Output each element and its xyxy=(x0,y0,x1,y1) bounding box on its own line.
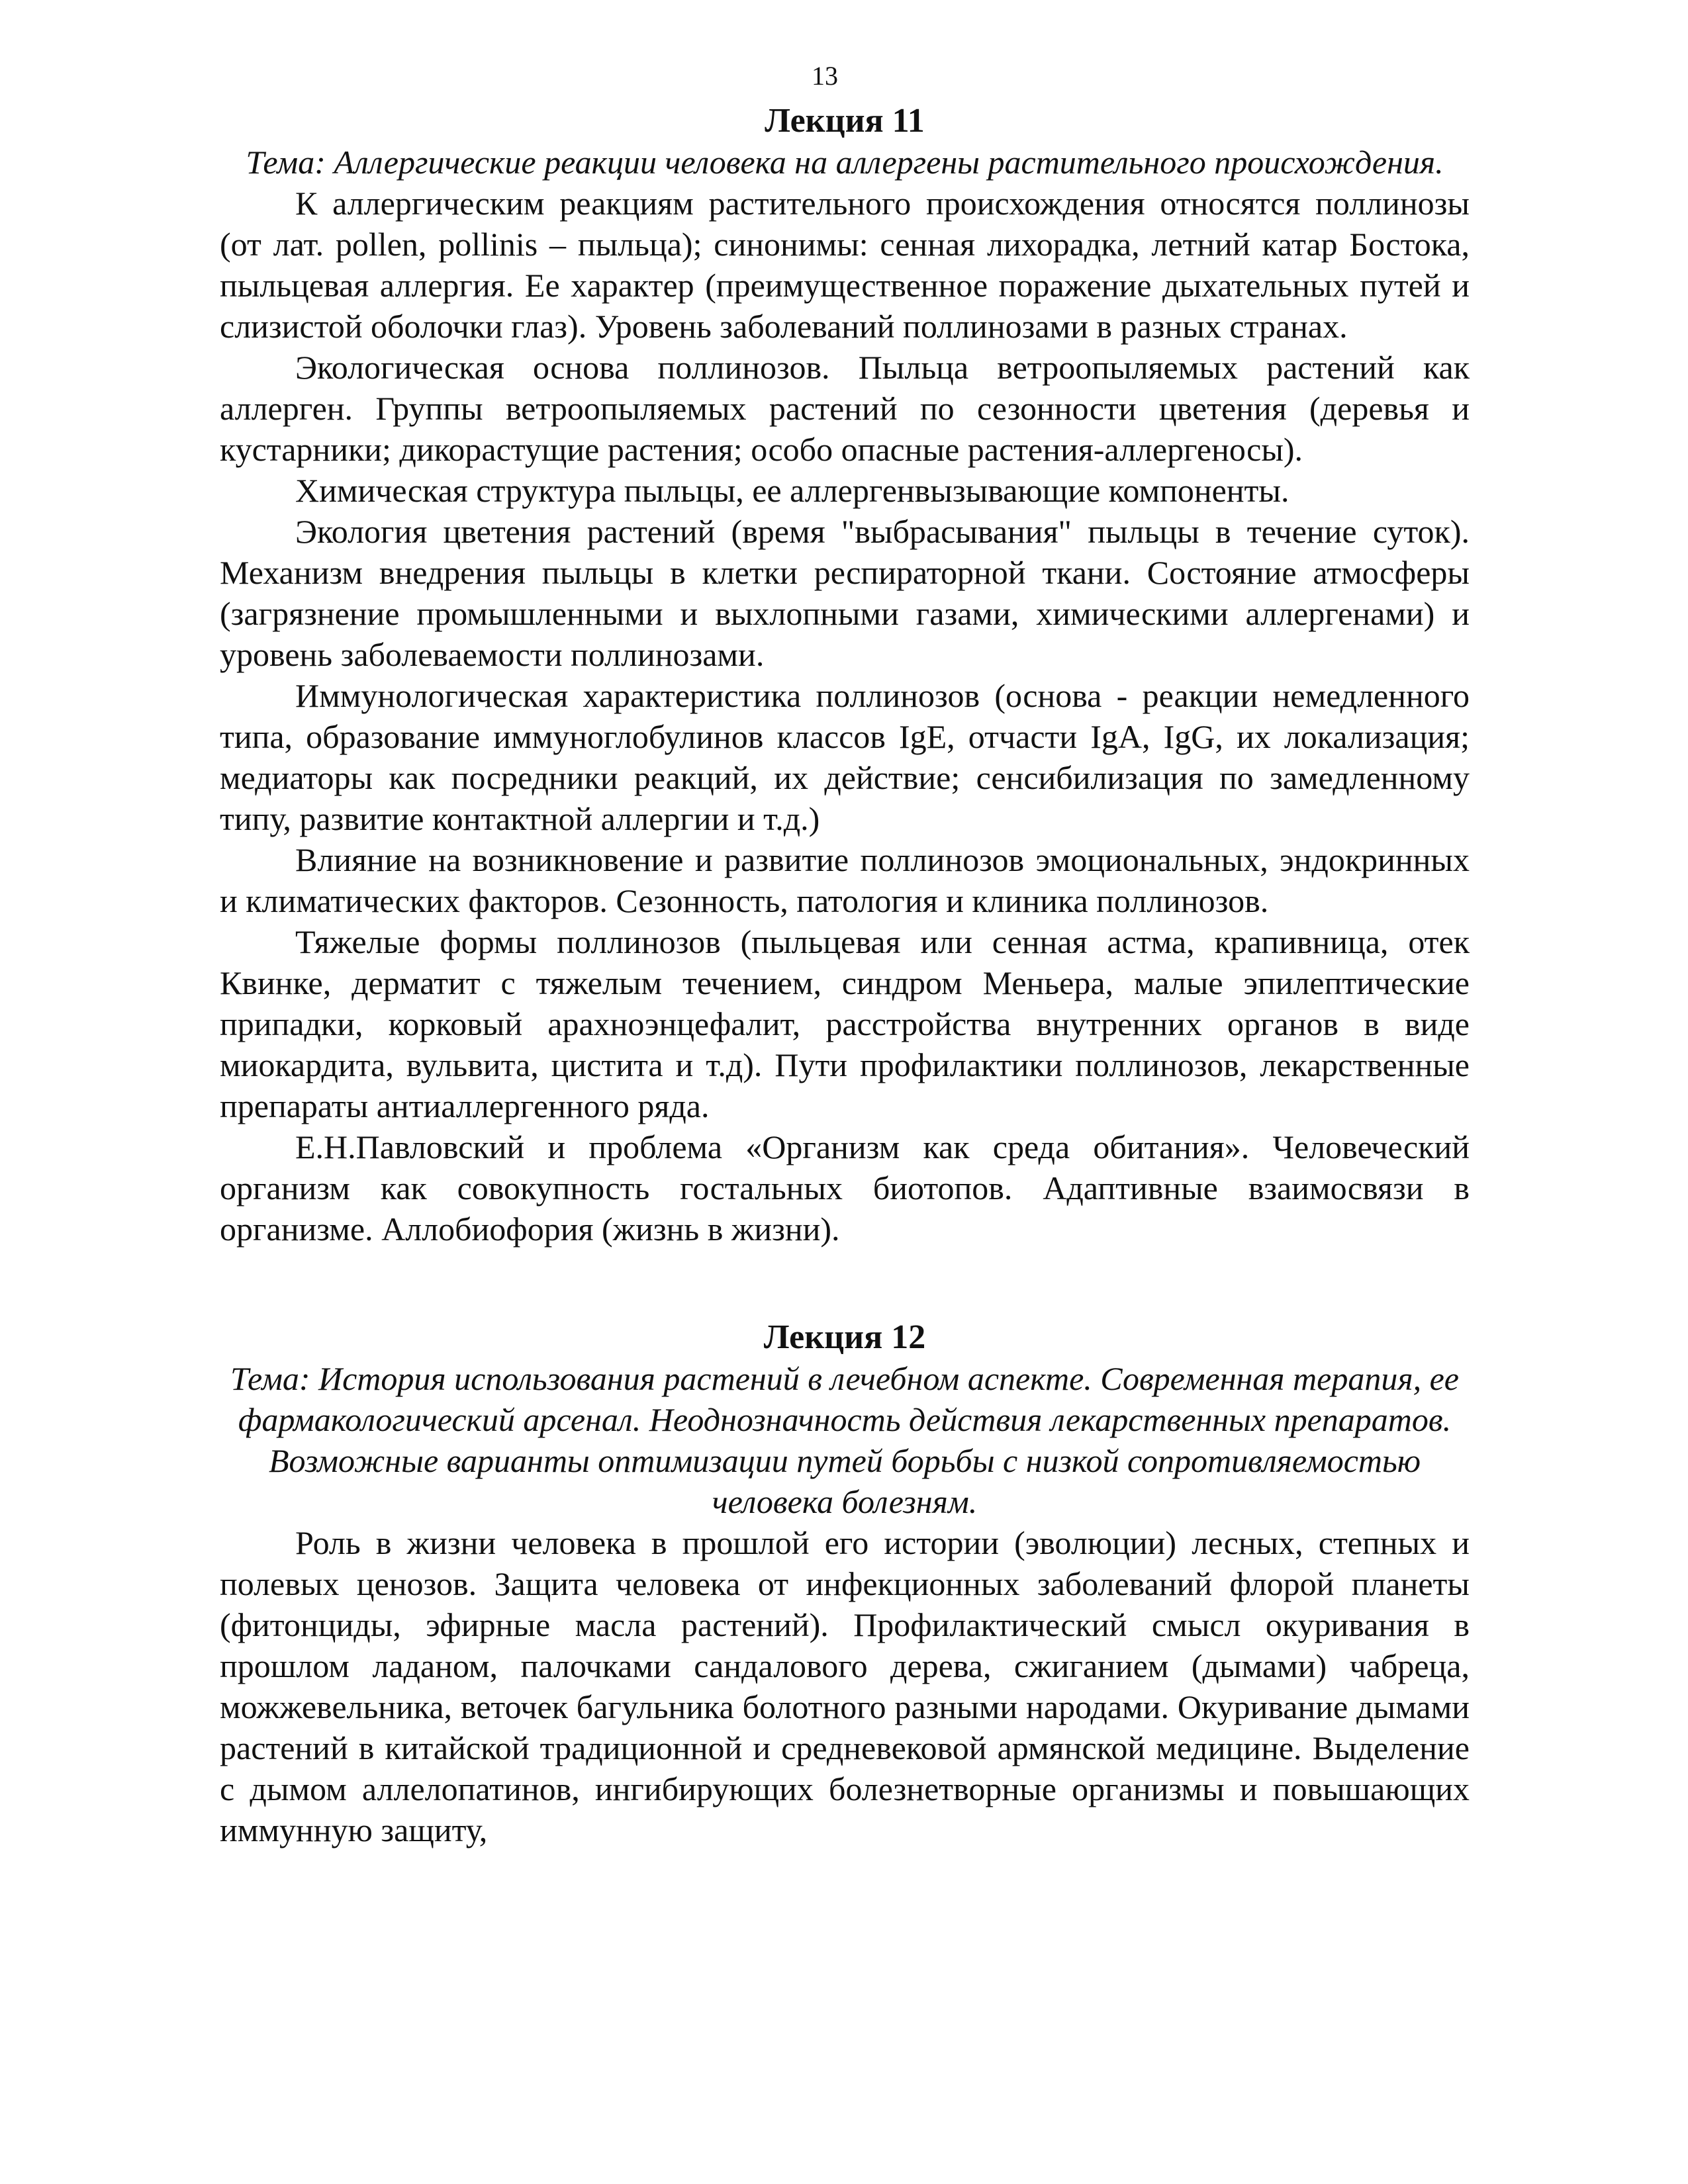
lecture-11-paragraph: Е.Н.Павловский и проблема «Организм как среда обитания». Человеческий организм как совокупность гостальных биотопов. Адаптивные взаимосвязи в организме. Аллобиофория (жизнь в жизни). xyxy=(220,1128,1470,1248)
lecture-11-paragraph: К аллергическим реакциям растительного происхождения относятся поллинозы (от лат. pollen, pollinis – пыльца); синонимы: сенная лихорадка, летний катар Бостока, пыльцевая аллергия. Ее характер (преимущественное поражение дыхательных путей и слизистой оболочки глаз). Уровень заболеваний поллинозами в разных странах. xyxy=(220,185,1470,345)
lecture-11-paragraph: Экология цветения растений (время "выбрасывания" пыльцы в течение суток). Механизм внедрения пыльцы в клетки респираторной ткани. Состояние атмосферы (загрязнение промышленными и выхлопными газами, химическими аллергенами) и уровень заболеваемости поллинозами. xyxy=(220,513,1470,673)
lecture-11-paragraph: Тяжелые формы поллинозов (пыльцевая или сенная астма, крапивница, отек Квинке, дерматит с тяжелым течением, синдром Меньера, малые эпилептические припадки, корковый арахноэнцефалит, расстройства внутренних органов в виде миокардита, вульвита, цистита и т.д). Пути профилактики поллинозов, лекарственные препараты антиаллергенного ряда. xyxy=(220,923,1470,1124)
page-number: 13 xyxy=(812,61,838,91)
lecture-11-paragraph: Экологическая основа поллинозов. Пыльца ветроопыляемых растений как аллерген. Группы ветроопыляемых растений по сезонности цветения (деревья и кустарники; дикорастущие растения; особо опасные растения-аллергеносы). xyxy=(220,349,1470,468)
lecture-12-heading: Лекция 12 xyxy=(763,1318,926,1356)
lecture-11-section xyxy=(220,101,1470,1250)
lecture-11-paragraph: Влияние на возникновение и развитие поллинозов эмоциональных, эндокринных и климатических факторов. Сезонность, патология и клиника поллинозов. xyxy=(220,841,1470,919)
document-page xyxy=(220,60,1470,1850)
lecture-12-section xyxy=(220,1317,1470,1850)
lecture-11-topic: Тема: Аллергические реакции человека на аллергены растительного происхождения. xyxy=(246,144,1444,181)
section-gap xyxy=(220,1250,1470,1317)
lecture-12-topic: Тема: История использования растений в лечебном аспекте. Современная терапия, ее фармакологический арсенал. Неоднозначность действия лекарственных препаратов. Возможные варианты оптимизации путей борьбы с низкой сопротивляемостью человека болезням. xyxy=(230,1360,1459,1520)
lecture-12-paragraph: Роль в жизни человека в прошлой его истории (эволюции) лесных, степных и полевых ценозов. Защита человека от инфекционных заболеваний флорой планеты (фитонциды, эфирные масла растений). Профилактический смысл окуривания в прошлом ладаном, палочками сандалового дерева, сжиганием (дымами) чабреца, можжевельника, веточек багульника болотного разными народами. Окуривание дымами растений в китайской традиционной и средневековой армянской медицине. Выделение с дымом аллелопатинов, ингибирующих болезнетворные организмы и повышающих иммунную защиту, xyxy=(220,1524,1470,1848)
lecture-11-paragraph: Иммунологическая характеристика поллинозов (основа - реакции немедленного типа, образование иммуноглобулинов классов IgE, отчасти IgA, IgG, их локализация; медиаторы как посредники реакций, их действие; сенсибилизация по замедленному типу, развитие контактной аллергии и т.д.) xyxy=(220,677,1470,837)
lecture-11-heading: Лекция 11 xyxy=(765,102,925,140)
lecture-11-paragraph: Химическая структура пыльцы, ее аллергенвызывающие компоненты. xyxy=(295,472,1289,509)
